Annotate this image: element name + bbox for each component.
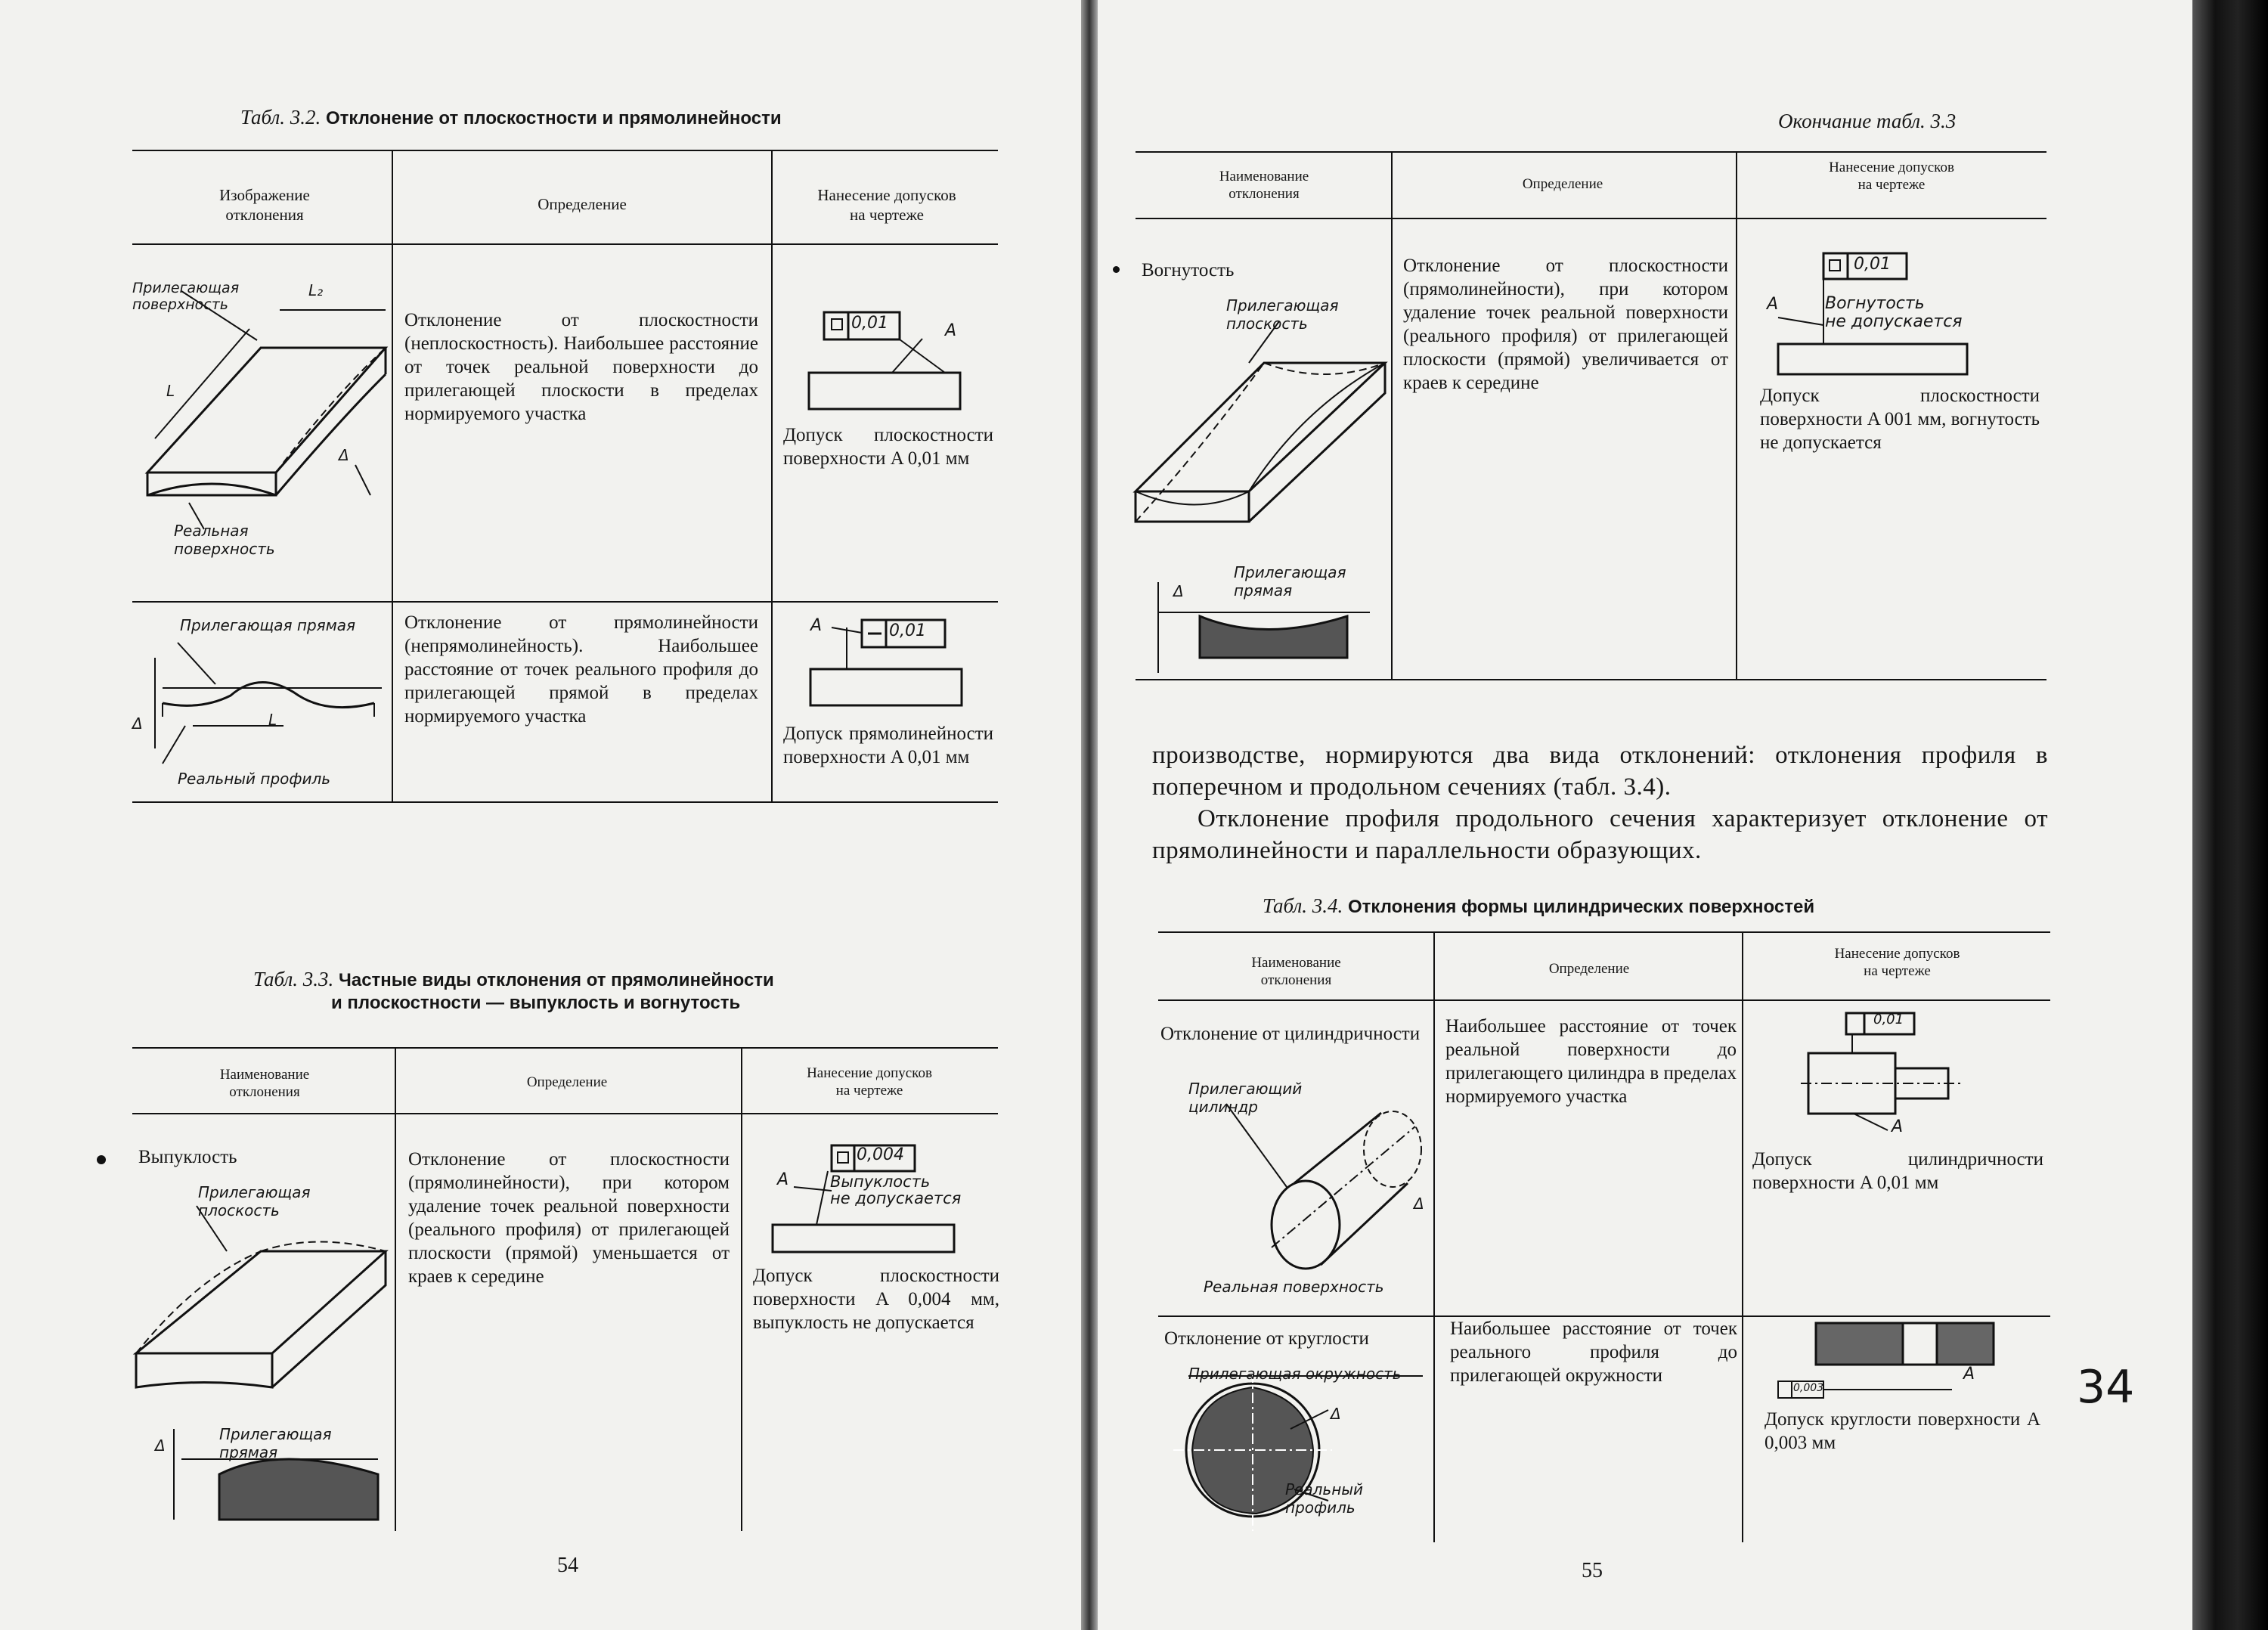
header-tolerance: Нанесение допусков на чертеже [1829,160,1954,193]
tolerance-value: 0,01 [1873,1012,1904,1027]
fig-label-adjacent-cylinder: Прилегающий цилиндр [1188,1080,1303,1116]
body-paragraph-1: производстве, нормируются два вида отклонений: отклонения профиля в поперечном и продольном сечениях (табл. 3.4). [1152,742,2048,801]
fig-label-real-surface: Реальная поверхность [174,522,275,558]
header-name: Наименование отклонения [1251,955,1341,988]
name-cylindricity: Отклонение от цилиндричности [1160,1024,1421,1044]
name-convexity: Выпуклость [138,1147,237,1167]
convexity-figure [129,1202,393,1527]
tolerance-value: 0,004 [857,1145,904,1164]
page-right [1098,0,2192,1630]
margin-bullet [1113,266,1120,273]
roundness-figure [1166,1368,1430,1550]
fig-label-real-surface: Реальная поверхность [1204,1278,1384,1296]
fig-label-delta: Δ [1414,1195,1424,1213]
header-definition: Определение [538,195,627,213]
name-concavity: Вогнутость [1142,260,1235,280]
table-divider [1736,151,1737,679]
fig-label-delta: Δ [155,1436,166,1455]
definition-straightness: Отклонение от прямолинейности (непрямолинейность). Наибольшее расстояние от точек реального профиля до прилегающей прямой в пределах нормируемого участка [404,612,758,727]
table-rule [132,150,998,151]
table-rule [1158,999,2050,1001]
table-divider [395,1047,396,1531]
fig-label-l: L [268,711,277,729]
fig-label-adjacent-surface: Прилегающая поверхность [132,280,240,313]
table-divider [771,150,773,801]
fig-label-delta: Δ [1173,582,1184,600]
definition-roundness: Наибольшее расстояние от точек реального профиля до прилегающей окружности [1450,1319,1737,1386]
fig-label-adjacent-plane: Прилегающая плоскость [1226,296,1339,333]
cylindricity-tolerance-drawing [1801,1009,1975,1138]
fig-label-l2: L₂ [308,281,324,299]
table-divider [741,1047,742,1531]
table-rule [132,243,998,245]
tolerance-value: 0,01 [889,621,926,640]
header-tolerance: Нанесение допусков на чертеже [807,1065,932,1099]
definition-concavity: Отклонение от плоскостности (прямолинейности), при котором удаление точек реальной поверхности (реального профиля) от прилегающей плоскости (прямой) увеличивается от краев к середине [1403,256,1728,393]
margin-bullet [97,1155,106,1164]
header-tolerance: Нанесение допусков на чертеже [1834,946,1960,979]
header-definition: Определение [1522,176,1603,192]
caption-title: Частные виды отклонения от прямолинейности [338,970,774,990]
caption-prefix: Табл. 3.2. [240,106,321,129]
margin-handwritten-note: 34 [2077,1361,2135,1414]
table-divider [1742,931,1743,1542]
straightness-figure [132,628,389,786]
caption-prefix: Окончание табл. 3.3 [1778,110,1957,132]
body-paragraph-2: Отклонение профиля продольного сечения характеризует отклонение от прямолинейности и параллельности образующих. [1152,805,2048,864]
fig-label-delta: Δ [132,714,143,733]
datum-letter: A [1767,295,1779,314]
table-rule [1136,218,2046,219]
fig-label-delta: Δ [1331,1405,1341,1423]
tolerance-text-cylindricity: Допуск цилиндричности поверхности A 0,01 мм [1752,1149,2043,1193]
header-definition: Определение [1548,961,1630,977]
table-rule [1136,151,2046,153]
header-image: Изображение отклонения [219,186,310,224]
definition-cylindricity: Наибольшее расстояние от точек реальной поверхности до прилегающего цилиндра в пределах нормируемого участка [1445,1016,1737,1107]
caption-title: и плоскостности — выпуклость и вогнутость [331,993,741,1013]
tolerance-text-flatness: Допуск плоскостности поверхности A 0,01 мм [783,425,993,469]
definition-flatness: Отклонение от плоскостности (неплоскостность). Наибольшее расстояние от точек реальной поверхности до прилегающей плоскости в пределах нормируемого участка [404,310,758,424]
header-definition: Определение [526,1074,608,1090]
table-rule [132,801,998,803]
tolerance-value: 0,003 [1793,1382,1824,1394]
name-roundness: Отклонение от круглости [1164,1328,1369,1349]
header-tolerance: Нанесение допусков на чертеже [817,186,956,224]
tolerance-text-convexity: Допуск плоскостности поверхности A 0,004 мм, выпуклость не допускается [753,1266,999,1333]
tolerance-text-roundness: Допуск круглости поверхности A 0,003 мм [1765,1409,2040,1453]
datum-letter: A [1963,1365,1975,1384]
page-number: 54 [557,1554,578,1577]
table-33-caption [253,968,774,991]
fig-label-adjacent-circle: Прилегающая окружность [1188,1365,1402,1383]
tolerance-note-convexity: Выпуклость не допускается [830,1173,962,1207]
datum-letter: A [810,616,823,635]
table-divider [1433,931,1435,1542]
definition-convexity: Отклонение от плоскостности (прямолинейности), при котором удаление точек реальной поверхности (реального профиля) от прилегающей плоскости (прямой) уменьшается от краев к середине [408,1149,730,1287]
header-name: Наименование отклонения [1219,169,1309,202]
fig-label-adjacent-line: Прилегающая прямая [180,616,356,634]
fig-label-delta: Δ [339,446,349,464]
book-edge [2192,0,2268,1630]
fig-label-adjacent-line: Прилегающая прямая [1234,563,1346,600]
table-32-caption [240,106,782,129]
tolerance-value: 0,01 [851,314,888,333]
table-rule [1158,931,2050,933]
fig-label-adjacent-plane: Прилегающая плоскость [198,1183,311,1219]
table-rule [132,1113,998,1114]
caption-title: Отклонение от плоскостности и прямолинейности [325,108,782,129]
fig-label-real-profile: Реальный профиль [178,770,331,788]
fig-label-real-profile: Реальный профиль [1285,1480,1364,1517]
concavity-figure [1128,333,1393,680]
caption-prefix: Табл. 3.3. [253,968,334,990]
fig-label-adjacent-line: Прилегающая прямая [219,1425,332,1461]
datum-letter: A [777,1170,789,1189]
caption-title: Отклонения формы цилиндрических поверхностей [1347,897,1815,917]
tolerance-note-concavity: Вогнутость не допускается [1825,294,1963,331]
table-rule [132,601,998,603]
tolerance-value: 0,01 [1854,255,1891,274]
datum-letter: A [945,321,957,340]
datum-letter: A [1892,1117,1904,1136]
book-gutter [1081,0,1098,1630]
header-name: Наименование отклонения [219,1067,310,1100]
fig-label-l: L [166,382,175,400]
tolerance-text-concavity: Допуск плоскостности поверхности A 001 мм, вогнутость не допускается [1760,386,2040,453]
continuation-caption [1778,110,1956,133]
page-number: 55 [1582,1559,1603,1582]
table-34-caption [1263,894,1814,918]
tolerance-text-straightness: Допуск прямолинейности поверхности A 0,01 мм [783,724,993,767]
table-33-caption-line2 [331,990,740,1014]
caption-prefix: Табл. 3.4. [1263,894,1343,917]
table-rule [132,1047,998,1049]
page-left [0,0,1081,1630]
